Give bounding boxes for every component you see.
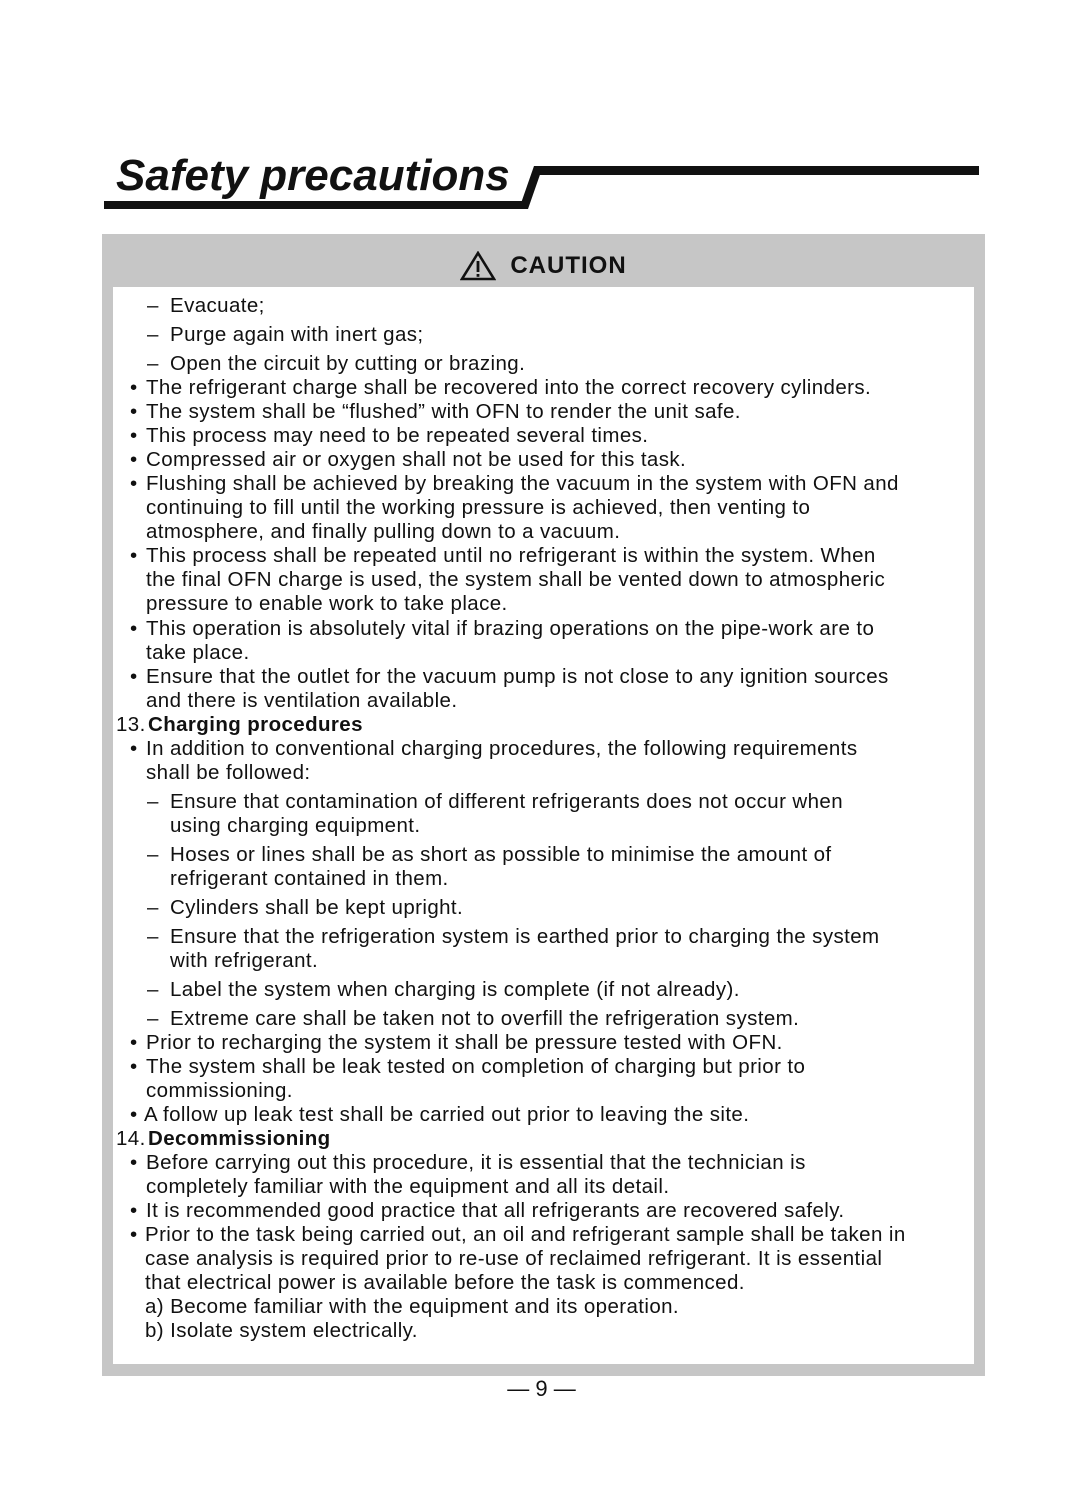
warning-triangle-icon [460, 251, 496, 281]
list-item: Compressed air or oxygen shall not be used for this task. [146, 448, 687, 471]
bullet-marker: • [130, 448, 138, 471]
list-item: Label the system when charging is complete (if not already). [170, 978, 740, 1001]
dash-marker: – [147, 843, 159, 866]
bullet-marker: • [130, 376, 138, 399]
list-item: Extreme care shall be taken not to overfill the refrigeration system. [170, 1007, 800, 1030]
page-title: Safety precautions [116, 151, 510, 200]
list-item: A follow up leak test shall be carried out prior to leaving the site. [144, 1103, 750, 1126]
list-item-continued: and there is ventilation available. [146, 689, 458, 712]
bullet-marker: • [130, 1151, 138, 1174]
list-item-continued: case analysis is required prior to re-use of reclaimed refrigerant. It is essential [145, 1247, 883, 1270]
list-item: It is recommended good practice that all refrigerants are recovered safely. [146, 1199, 845, 1222]
bullet-marker: • [130, 1223, 138, 1246]
bullet-marker: • [130, 472, 138, 495]
list-item-continued: the final OFN charge is used, the system shall be vented down to atmospheric [146, 568, 886, 591]
dash-marker: – [147, 790, 159, 813]
section-heading: Decommissioning [148, 1127, 331, 1150]
caution-label: CAUTION [510, 252, 627, 279]
list-item: Evacuate; [170, 294, 265, 317]
list-item: Prior to recharging the system it shall be pressure tested with OFN. [146, 1031, 783, 1054]
list-item: a) Become familiar with the equipment and its operation. [145, 1295, 680, 1318]
dash-marker: – [147, 352, 159, 375]
list-item: This process may need to be repeated several times. [146, 424, 649, 447]
bullet-marker: • [130, 1199, 138, 1222]
list-item: In addition to conventional charging procedures, the following requirements [146, 737, 858, 760]
list-item-continued: using charging equipment. [170, 814, 421, 837]
dash-marker: – [147, 925, 159, 948]
list-item: Prior to the task being carried out, an oil and refrigerant sample shall be taken in [145, 1223, 906, 1246]
list-item-continued: pressure to enable work to take place. [146, 592, 508, 615]
bullet-marker: • [130, 1055, 138, 1078]
list-item-continued: continuing to fill until the working pressure is achieved, then venting to [146, 496, 811, 519]
bullet-marker: • [130, 400, 138, 423]
list-item: Flushing shall be achieved by breaking the vacuum in the system with OFN and [146, 472, 899, 495]
dash-marker: – [147, 896, 159, 919]
list-item-continued: that electrical power is available before the task is commenced. [145, 1271, 745, 1294]
bullet-marker: • [130, 1031, 138, 1054]
list-item: Ensure that contamination of different refrigerants does not occur when [170, 790, 844, 813]
dash-marker: – [147, 1007, 159, 1030]
list-item: This operation is absolutely vital if brazing operations on the pipe-work are to [146, 617, 875, 640]
list-item-continued: with refrigerant. [170, 949, 319, 972]
dash-marker: – [147, 294, 159, 317]
bullet-marker: • [130, 737, 138, 760]
dash-marker: – [147, 978, 159, 1001]
list-item-continued: shall be followed: [146, 761, 311, 784]
list-item: Hoses or lines shall be as short as possible to minimise the amount of [170, 843, 832, 866]
dash-marker: – [147, 323, 159, 346]
bullet-marker: • [130, 424, 138, 447]
list-item: The system shall be “flushed” with OFN to render the unit safe. [146, 400, 741, 423]
list-item: b) Isolate system electrically. [145, 1319, 418, 1342]
bullet-marker: • [130, 617, 138, 640]
list-item: Open the circuit by cutting or brazing. [170, 352, 526, 375]
list-item: Ensure that the outlet for the vacuum pump is not close to any ignition sources [146, 665, 889, 688]
bullet-marker: • [130, 665, 138, 688]
list-item-continued: refrigerant contained in them. [170, 867, 449, 890]
list-item: Before carrying out this procedure, it is essential that the technician is [146, 1151, 806, 1174]
list-item: The system shall be leak tested on completion of charging but prior to [146, 1055, 806, 1078]
list-item: Purge again with inert gas; [170, 323, 424, 346]
list-item: Cylinders shall be kept upright. [170, 896, 464, 919]
section-heading: Charging procedures [148, 713, 363, 736]
bullet-marker: • [130, 1103, 138, 1126]
list-item-continued: atmosphere, and finally pulling down to a vacuum. [146, 520, 621, 543]
list-item-continued: commissioning. [146, 1079, 293, 1102]
caution-header [102, 246, 985, 286]
list-item: Ensure that the refrigeration system is earthed prior to charging the system [170, 925, 880, 948]
list-item: The refrigerant charge shall be recovered into the correct recovery cylinders. [146, 376, 872, 399]
list-item-continued: completely familiar with the equipment and all its detail. [146, 1175, 670, 1198]
section-number: 14. [116, 1127, 146, 1150]
list-item: This process shall be repeated until no refrigerant is within the system. When [146, 544, 876, 567]
list-item-continued: take place. [146, 641, 250, 664]
bullet-marker: • [130, 544, 138, 567]
page-number: — 9 — [507, 1376, 576, 1401]
section-number: 13. [116, 713, 146, 736]
